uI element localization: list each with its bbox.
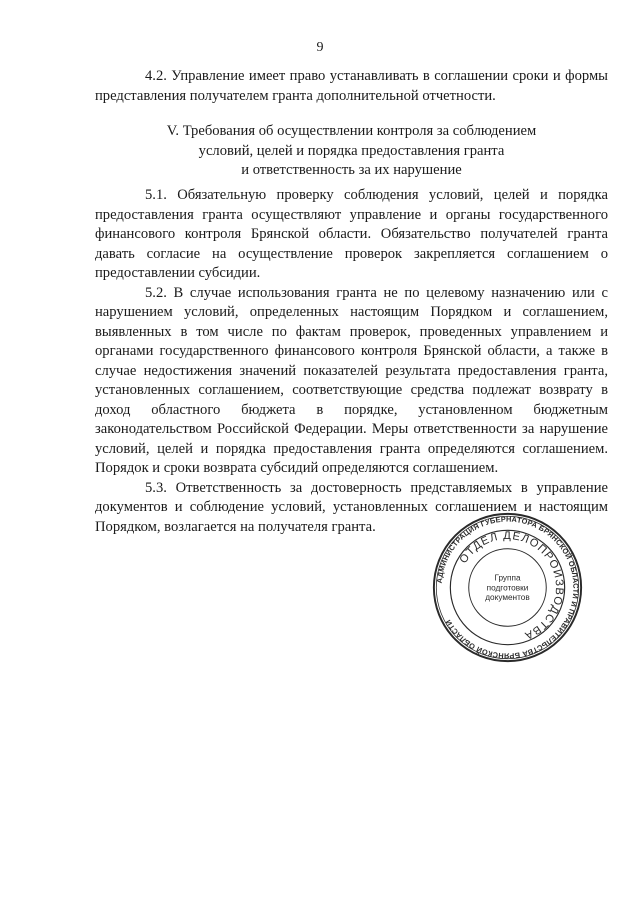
text-block-main (95, 186, 608, 537)
stamp-center-line-2: подготовки (486, 583, 529, 593)
section-heading-line-2: условий, целей и порядка предоставления гранта (198, 142, 505, 159)
text-block-top (95, 67, 608, 106)
paragraph-4-2: 4.2. Управление имеет право устанавливать в соглашении сроки и формы представления получателем гранта дополнительной отчетности. (95, 68, 608, 104)
stamp-outer-text: АДМИНИСТРАЦИЯ ГУБЕРНАТОРА БРЯНСКОЙ ОБЛАСТИ И ПРАВИТЕЛЬСТВА БРЯНСКОЙ ОБЛАСТИ (434, 514, 581, 661)
section-heading (95, 122, 608, 181)
stamp-middle-text: ОТДЕЛ ДЕЛОПРОИЗВОДСТВА (457, 530, 566, 642)
stamp-center-line-1: Группа (494, 573, 521, 583)
page-number: 9 (316, 40, 324, 55)
section-heading-line-3: и ответственность за их нарушение (241, 162, 462, 178)
paragraph-5-3: 5.3. Ответственность за достоверность представляемых в управление документов и соблюдение условий, установленных соглашением и настоящим Порядком, возлагается на получателя гранта. (95, 479, 608, 535)
paragraph-5-2: 5.2. В случае использования гранта не по целевому назначению или с нарушением условий, определенных настоящим Порядком и соглашением, выявленных в том числе по фактам проверок, проведенных управлением и органами государственного финансового контроля Брянской области, а также в случае недостижения значений показателей результата предоставления гранта, установленных соглашением, соответствующие средства подлежат возврату в доход областного бюджета в порядке, установленном бюджетным законодательством Российской Федерации. Меры ответственности за нарушение условий, целей и порядка предоставления гранта определяются соглашением. Порядок и сроки возврата субсидий определяются соглашением. (95, 284, 608, 476)
section-heading-line-1: V. Требования об осуществлении контроля за соблюдением (166, 123, 537, 139)
official-stamp (430, 510, 585, 665)
paragraph-5-1: 5.1. Обязательную проверку соблюдения условий, целей и порядка предоставления гранта осуществляют управление и органы государственного финансового контроля Брянской области. Обязательство получателей гранта давать согласие на осуществление проверок закрепляется соглашением о предоставлении субсидии. (95, 187, 608, 281)
stamp-center-line-3: документов (485, 593, 530, 603)
